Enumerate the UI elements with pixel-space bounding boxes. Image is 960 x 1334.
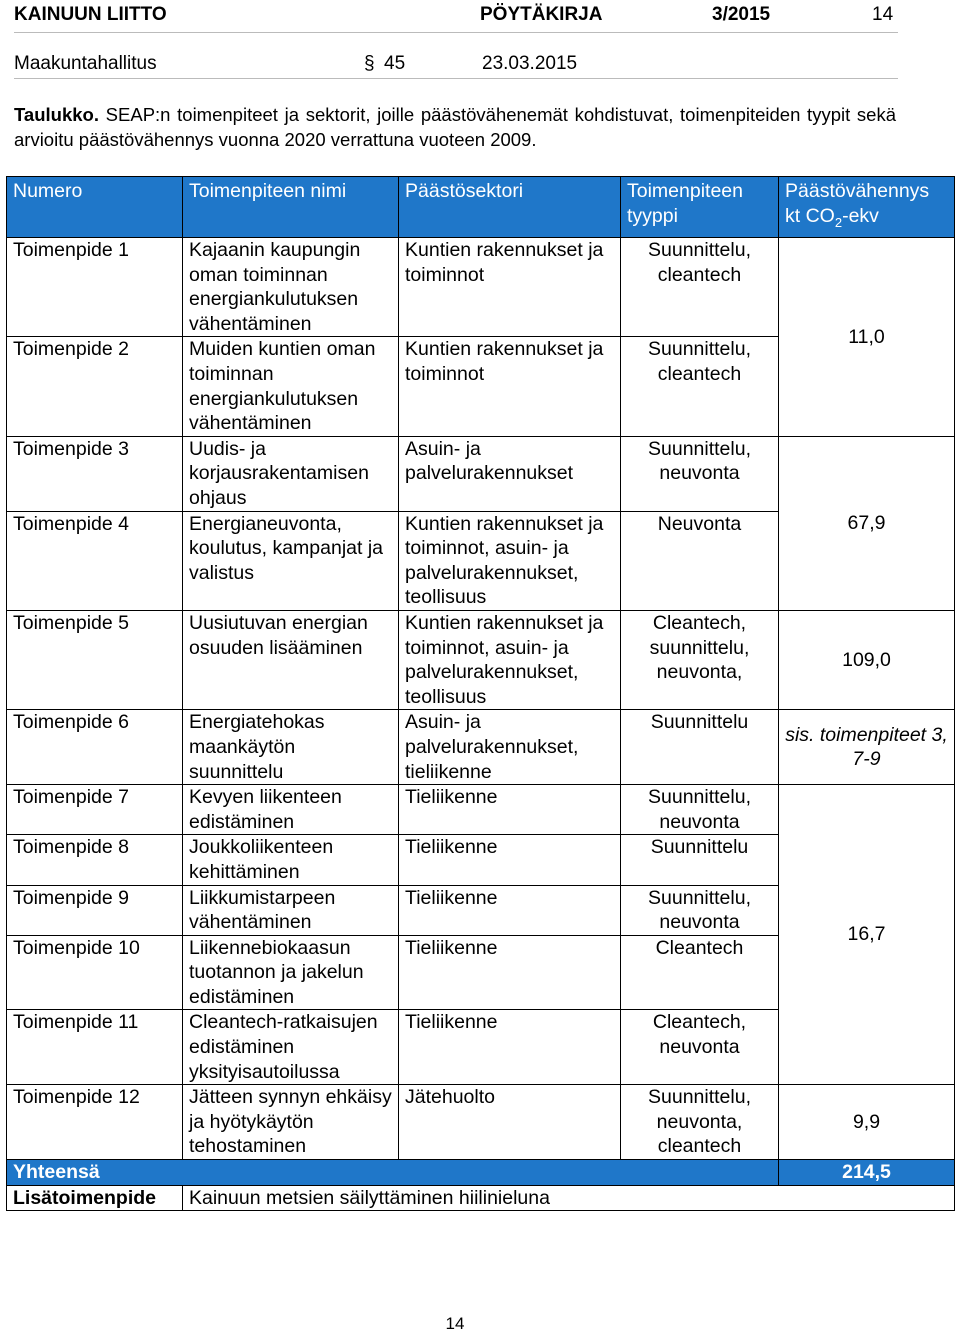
table-header-row — [7, 177, 955, 238]
table-row — [7, 436, 955, 511]
row-number: Toimenpide 8 — [7, 835, 183, 885]
row-name: Liikkumistarpeen vähentäminen — [183, 885, 399, 935]
row-sector: Kuntien rakennukset ja toiminnot — [399, 238, 621, 337]
org-name: KAINUUN LIITTO — [14, 4, 167, 25]
doc-type: PÖYTÄKIRJA — [480, 4, 603, 25]
measures-table — [6, 176, 955, 1211]
row-sector: Tieliikenne — [399, 935, 621, 1010]
row-name: Uusiutuvan energian osuuden lisääminen — [183, 610, 399, 709]
row-type: Cleantech, suunnittelu, neuvonta, — [621, 610, 779, 709]
col-type: Toimenpiteen tyyppi — [621, 177, 779, 238]
row-name: Kevyen liikenteen edistäminen — [183, 785, 399, 835]
row-name: Jätteen synnyn ehkäisy ja hyötykäytön tehostaminen — [183, 1085, 399, 1160]
row-type: Suunnittelu, neuvonta — [621, 436, 779, 511]
col-reduction: Päästövähennys kt $CO_2$-ekv — [779, 177, 955, 238]
row-sector: Tieliikenne — [399, 885, 621, 935]
row-name: Joukkoliikenteen kehittäminen — [183, 835, 399, 885]
row-sector: Jätehuolto — [399, 1085, 621, 1160]
row-name: Energiatehokas maankäytön suunnittelu — [183, 710, 399, 785]
extra-measure-row — [7, 1185, 955, 1211]
caption-text: SEAP:n toimenpiteet ja sektorit, joille päästövähenemät kohdistuvat, toimenpiteiden tyypit sekä arvioitu päästövähennys vuonna 2020 verrattuna vuoteen 2009. — [14, 104, 896, 150]
row-sector: Kuntien rakennukset ja toiminnot, asuin- ja palvelurakennukset, teollisuus — [399, 610, 621, 709]
row-name: Kajaanin kaupungin oman toiminnan energiankulutuksen vähentäminen — [183, 238, 399, 337]
row-number: Toimenpide 12 — [7, 1085, 183, 1160]
subheader-divider — [14, 78, 898, 79]
doc-number: 3/2015 — [712, 4, 771, 25]
table-row — [7, 238, 955, 337]
caption-label: Taulukko. — [14, 104, 99, 125]
row-number: Toimenpide 5 — [7, 610, 183, 709]
row-number: Toimenpide 6 — [7, 710, 183, 785]
row-number: Toimenpide 1 — [7, 238, 183, 337]
row-number: Toimenpide 11 — [7, 1010, 183, 1085]
meeting-date: 23.03.2015 — [482, 53, 578, 74]
col-name: Toimenpiteen nimi — [183, 177, 399, 238]
row-type: Suunnittelu — [621, 710, 779, 785]
table-row — [7, 1085, 955, 1160]
row-reduction-note: sis. toimenpiteet 3, 7-9 — [779, 710, 955, 785]
table-row — [7, 610, 955, 709]
row-type: Cleantech, neuvonta — [621, 1010, 779, 1085]
row-sector: Tieliikenne — [399, 1010, 621, 1085]
extra-measure-label: Lisätoimenpide — [7, 1185, 183, 1211]
section-number: 45 — [384, 53, 406, 74]
row-sector: Asuin- ja palvelurakennukset — [399, 436, 621, 511]
footer-page-number: 14 — [445, 1314, 465, 1333]
total-row — [7, 1160, 955, 1186]
row-type: Neuvonta — [621, 511, 779, 610]
extra-measure-text: Kainuun metsien säilyttäminen hiilinieluna — [183, 1185, 955, 1211]
row-reduction: 109,0 — [779, 610, 955, 709]
col-number: Numero — [7, 177, 183, 238]
header-page-number: 14 — [872, 4, 894, 25]
table-row — [7, 785, 955, 835]
table-row — [7, 710, 955, 785]
table-caption — [14, 102, 896, 152]
row-type: Suunnittelu, neuvonta — [621, 785, 779, 835]
row-reduction: 16,7 — [779, 785, 955, 1085]
row-reduction: 9,9 — [779, 1085, 955, 1160]
row-number: Toimenpide 10 — [7, 935, 183, 1010]
row-type: Suunnittelu, neuvonta, cleantech — [621, 1085, 779, 1160]
row-type: Suunnittelu — [621, 835, 779, 885]
row-number: Toimenpide 7 — [7, 785, 183, 835]
total-label: Yhteensä — [7, 1160, 779, 1186]
row-number: Toimenpide 9 — [7, 885, 183, 935]
row-type: Suunnittelu, cleantech — [621, 337, 779, 436]
row-number: Toimenpide 3 — [7, 436, 183, 511]
row-sector: Kuntien rakennukset ja toiminnot — [399, 337, 621, 436]
row-type: Suunnittelu, neuvonta — [621, 885, 779, 935]
row-sector: Tieliikenne — [399, 835, 621, 885]
total-value: 214,5 — [779, 1160, 955, 1186]
row-name: Muiden kuntien oman toiminnan energiankulutuksen vähentäminen — [183, 337, 399, 436]
meeting-body: Maakuntahallitus — [14, 53, 157, 74]
col-sector: Päästösektori — [399, 177, 621, 238]
row-name: Liikennebiokaasun tuotannon ja jakelun edistäminen — [183, 935, 399, 1010]
row-number: Toimenpide 2 — [7, 337, 183, 436]
row-reduction: 11,0 — [779, 238, 955, 437]
row-name: Uudis- ja korjausrakentamisen ohjaus — [183, 436, 399, 511]
section-symbol: § — [364, 53, 375, 74]
row-type: Suunnittelu, cleantech — [621, 238, 779, 337]
row-sector: Tieliikenne — [399, 785, 621, 835]
row-name: Cleantech-ratkaisujen edistäminen yksityisautoilussa — [183, 1010, 399, 1085]
row-number: Toimenpide 4 — [7, 511, 183, 610]
row-reduction: 67,9 — [779, 436, 955, 610]
row-name: Energianeuvonta, koulutus, kampanjat ja valistus — [183, 511, 399, 610]
row-type: Cleantech — [621, 935, 779, 1010]
header-divider — [14, 32, 898, 33]
row-sector: Kuntien rakennukset ja toiminnot, asuin- ja palvelurakennukset, teollisuus — [399, 511, 621, 610]
row-sector: Asuin- ja palvelurakennukset, tieliikenne — [399, 710, 621, 785]
